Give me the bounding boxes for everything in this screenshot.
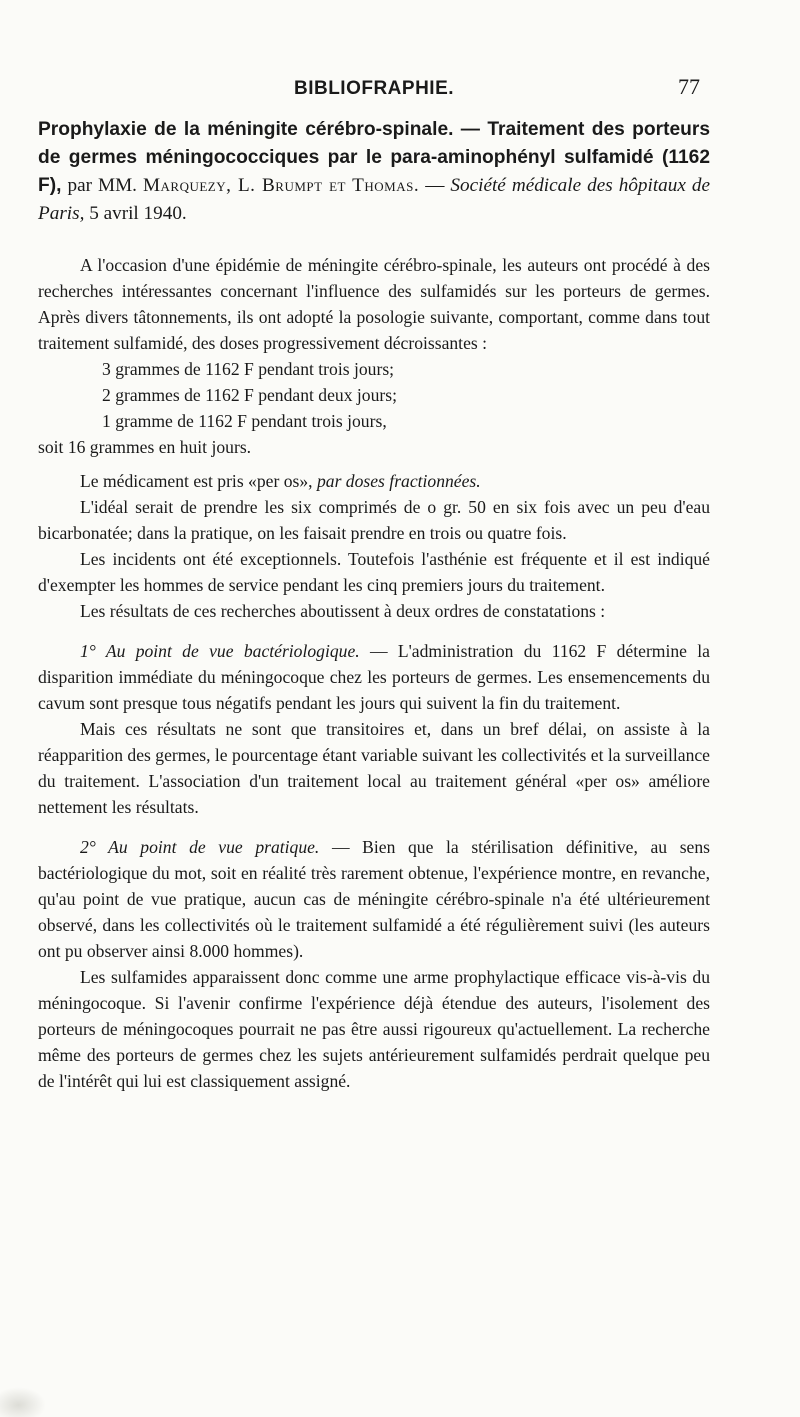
dose-total: soit 16 grammes en huit jours.: [38, 437, 252, 457]
paragraph-medication: [38, 468, 710, 494]
article-body: [38, 252, 710, 1094]
medication-text: Le médicament est pris «per os»,: [80, 471, 317, 491]
section-2-label: 2° Au point de vue pratique.: [80, 837, 320, 857]
paragraph-conclusion: Les sulfamides apparaissent donc comme une arme prophylactique efficace vis-à-vis du méningocoque. Si l'avenir confirme l'expérience déjà étendue des auteurs, l'isolement des porteurs de méningocoques pourrait ne pas être aussi rigoureux qu'actuellement. La recherche même des porteurs de germes chez les sujets antérieurement sulfamidés perdrait quelque peu de l'intérêt qui lui est classiquement assigné.: [38, 967, 710, 1091]
dose-item: 2 grammes de 1162 F pendant deux jours;: [102, 385, 397, 405]
title-par: par MM.: [67, 175, 137, 196]
section-practical: [38, 834, 710, 964]
dose-item: 3 grammes de 1162 F pendant trois jours;: [102, 359, 395, 379]
dose-list: [38, 356, 710, 434]
paragraph-ideal: L'idéal serait de prendre les six comprimés de o gr. 50 en six fois avec un peu d'eau bicarbonatée; dans la pratique, on les faisait prendre en trois ou quatre fois.: [38, 497, 710, 543]
journal: Société médicale des hôpitaux de Paris,: [38, 175, 711, 224]
date: 5 avril 1940.: [89, 203, 187, 224]
authors: Marquezy, L. Brumpt et Thomas.: [142, 175, 420, 196]
title-dash: —: [425, 175, 445, 196]
page-number: 77: [678, 74, 700, 99]
title-main: Prophylaxie de la méningite cérébro-spinale. — Traitement des porteurs de germes méningococciques par le para-aminophényl sulfamidé (1162 F),: [38, 119, 710, 196]
running-title: BIBLIOFRAPHIE.: [293, 78, 455, 99]
paragraph-transitory: Mais ces résultats ne sont que transitoires et, dans un bref délai, on assiste à la réapparition des germes, le pourcentage étant variable suivant les collectivités et la surveillance du traitement. L'association d'un traitement local au traitement général «per os» améliore nettement les résultats.: [38, 719, 710, 817]
paragraph-results: Les résultats de ces recherches aboutissent à deux ordres de constatations :: [80, 601, 606, 621]
medication-emphasis: par doses fractionnées.: [316, 471, 481, 491]
page-header: [38, 70, 710, 104]
dose-item: 1 gramme de 1162 F pendant trois jours,: [102, 411, 387, 431]
paper-speck: [0, 1387, 46, 1417]
section-2-text: — Bien que la stérilisation définitive, au sens bactériologique du mot, soit en réalité très rarement obtenue, l'expérience montre, en revanche, qu'au point de vue pratique, aucun cas de méningite cérébro-spinale n'a été ultérieurement observé, dans les collectivités où le traitement sulfamidé a été régulièrement suivi (les auteurs ont pu observer ainsi 8.000 hommes).: [38, 837, 710, 961]
paragraph-incidents: Les incidents ont été exceptionnels. Toutefois l'asthénie est fréquente et il est indiqué d'exempter les hommes de service pendant les cinq premiers jours du traitement.: [38, 549, 710, 595]
section-bacteriological: [38, 638, 710, 716]
article-title: [38, 116, 710, 228]
section-1-label: 1° Au point de vue bactériologique.: [80, 641, 360, 661]
page: [38, 70, 710, 1094]
paragraph-intro: A l'occasion d'une épidémie de méningite cérébro-spinale, les auteurs ont procédé à des recherches intéressantes concernant l'influence des sulfamidés sur les porteurs de germes. Après divers tâtonnements, ils ont adopté la posologie suivante, comportant, comme dans tout traitement sulfamidé, des doses progressivement décroissantes :: [38, 255, 710, 353]
section-1-text: — L'administration du 1162 F détermine la disparition immédiate du méningocoque chez les porteurs de germes. Les ensemencements du cavum sont presque tous négatifs pendant les jours qui suivent la fin du traitement.: [38, 641, 710, 713]
